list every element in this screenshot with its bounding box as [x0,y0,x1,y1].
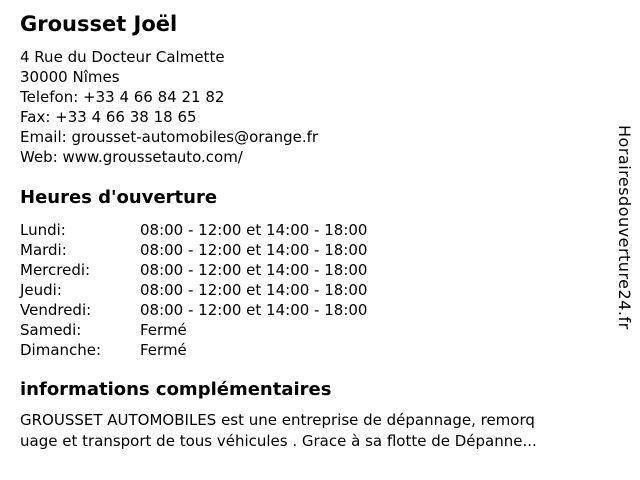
day-label-sunday: Dimanche: [20,341,102,359]
page-title: Grousset Joël [20,12,178,36]
day-label-tuesday: Mardi: [20,241,67,259]
day-label-friday: Vendredi: [20,301,92,319]
address-street: 4 Rue du Docteur Calmette [20,48,225,66]
hours-value-wednesday: 08:00 - 12:00 et 14:00 - 18:00 [140,261,368,279]
contact-block [20,47,630,167]
web-line: Web: www.groussetauto.com/ [20,148,243,166]
hours-value-tuesday: 08:00 - 12:00 et 14:00 - 18:00 [140,241,368,259]
day-label-monday: Lundi: [20,221,66,239]
hours-value-monday: 08:00 - 12:00 et 14:00 - 18:00 [140,221,368,239]
address-city: 30000 Nîmes [20,68,120,86]
phone-line: Telefon: +33 4 66 84 21 82 [20,88,225,106]
opening-hours-table [20,220,630,360]
hours-value-sunday: Fermé [140,341,187,359]
fax-line: Fax: +33 4 66 38 18 65 [20,108,197,126]
business-description [20,410,630,452]
day-label-thursday: Jeudi: [20,281,62,299]
description-line-2: uage et transport de tous véhicules . Grace à sa flotte de Dépanne... [20,432,537,450]
additional-info-heading: informations complémentaires [20,379,332,400]
opening-hours-heading: Heures d'ouverture [20,187,218,208]
day-label-wednesday: Mercredi: [20,261,91,279]
main-content [20,0,630,452]
hours-value-friday: 08:00 - 12:00 et 14:00 - 18:00 [140,301,368,319]
description-line-1: GROUSSET AUTOMOBILES est une entreprise de dépannage, remorq [20,411,535,429]
hours-value-saturday: Fermé [140,321,187,339]
site-watermark-vertical: Horairesdouverture24.fr [615,125,634,330]
email-line: Email: grousset-automobiles@orange.fr [20,128,319,146]
day-label-saturday: Samedi: [20,321,82,339]
hours-value-thursday: 08:00 - 12:00 et 14:00 - 18:00 [140,281,368,299]
